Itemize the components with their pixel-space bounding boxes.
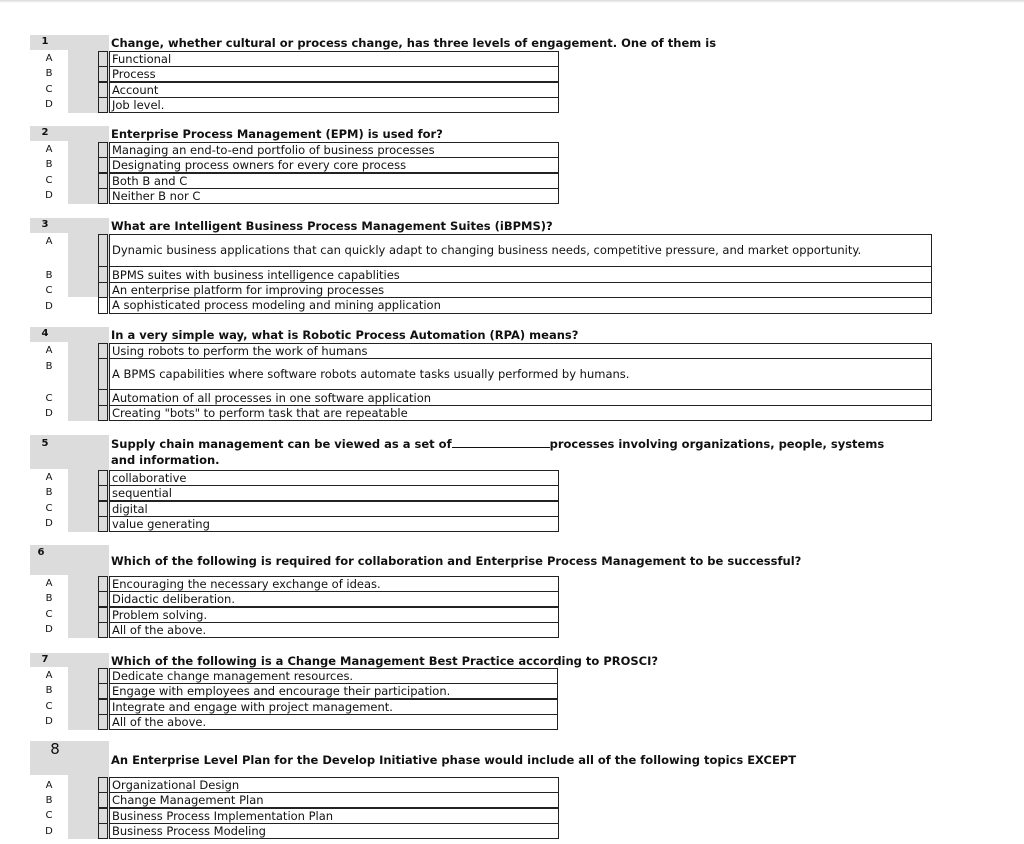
option-b: sequential	[109, 485, 559, 501]
option-letter: C	[45, 503, 53, 514]
answer-box[interactable]	[98, 234, 108, 267]
answer-box[interactable]	[98, 777, 108, 793]
top-edge-shadow	[0, 0, 1024, 3]
answer-box[interactable]	[98, 188, 108, 204]
answer-box[interactable]	[98, 405, 108, 421]
option-letter: B	[45, 795, 53, 806]
answer-box[interactable]	[98, 157, 108, 173]
answer-box[interactable]	[98, 622, 108, 638]
question-text: Which of the following is a Change Management Best Practice according to PROSCI?	[111, 654, 659, 668]
option-letter: B	[45, 487, 53, 498]
option-b: A BPMS capabilities where software robots automate tasks usually performed by humans.	[109, 358, 932, 390]
option-d: Neither B nor C	[109, 188, 559, 204]
option-b: Didactic deliberation.	[109, 591, 559, 607]
answer-box[interactable]	[98, 808, 108, 824]
option-letter: B	[45, 361, 53, 372]
question-number: 4	[41, 328, 49, 339]
answer-box[interactable]	[98, 389, 108, 406]
option-letter: A	[45, 53, 53, 64]
question-number: 1	[41, 36, 49, 47]
answer-box[interactable]	[98, 668, 108, 684]
option-c: An enterprise platform for improving processes	[109, 282, 932, 298]
answer-box[interactable]	[98, 97, 108, 113]
question-text-continued: and information.	[111, 453, 220, 467]
option-c: digital	[109, 501, 559, 517]
answer-box[interactable]	[98, 699, 108, 715]
question-text-end: processes involving organizations, people, systems	[549, 437, 885, 451]
option-letter: D	[45, 408, 53, 419]
option-letter: D	[45, 826, 53, 837]
option-letter: A	[45, 144, 53, 155]
answer-box[interactable]	[98, 82, 108, 98]
option-letter: A	[45, 345, 53, 356]
answer-box[interactable]	[98, 591, 108, 607]
question-text	[111, 437, 884, 451]
option-d: Business Process Modeling	[109, 823, 559, 839]
option-letter: C	[45, 84, 53, 95]
answer-box[interactable]	[98, 823, 108, 839]
answer-box[interactable]	[98, 282, 108, 298]
option-letter: C	[45, 285, 53, 296]
option-a: Dynamic business applications that can quickly adapt to changing business needs, competitive pressure, and market opportunity.	[109, 234, 932, 267]
answer-box[interactable]	[98, 142, 108, 158]
answer-box[interactable]	[98, 683, 108, 699]
question-text: Enterprise Process Management (EPM) is used for?	[111, 127, 443, 141]
option-a: Managing an end-to-end portfolio of business processes	[109, 142, 559, 158]
answer-box[interactable]	[98, 470, 108, 486]
question-number: 8	[50, 740, 60, 758]
option-letter: D	[45, 716, 53, 727]
option-letter: A	[45, 236, 53, 247]
option-b: Engage with employees and encourage their participation.	[109, 683, 558, 699]
answer-box[interactable]	[98, 266, 108, 283]
option-letter: B	[45, 270, 53, 281]
option-letter: C	[45, 175, 53, 186]
option-d: All of the above.	[109, 714, 558, 730]
option-c: Business Process Implementation Plan	[109, 808, 559, 824]
question-text: What are Intelligent Business Process Management Suites (iBPMS)?	[111, 219, 553, 233]
option-a: Functional	[109, 51, 559, 67]
answer-box[interactable]	[98, 297, 108, 314]
option-letter: C	[45, 609, 53, 620]
option-d: All of the above.	[109, 622, 559, 638]
option-letter: D	[45, 301, 53, 312]
option-letter: D	[45, 99, 53, 110]
option-b: Change Management Plan	[109, 792, 559, 808]
option-letter: B	[45, 159, 53, 170]
answer-box[interactable]	[98, 343, 108, 359]
option-letter: D	[45, 624, 53, 635]
option-c: Problem solving.	[109, 607, 559, 623]
option-a: Organizational Design	[109, 777, 559, 793]
option-letter: B	[45, 68, 53, 79]
answer-box[interactable]	[98, 51, 108, 67]
question-number: 6	[37, 547, 45, 558]
question-number: 7	[41, 654, 49, 665]
option-letter: A	[45, 780, 53, 791]
option-c: Both B and C	[109, 173, 559, 189]
option-b: Designating process owners for every core process	[109, 157, 559, 173]
answer-box[interactable]	[98, 485, 108, 501]
question-text: Change, whether cultural or process change, has three levels of engagement. One of them is	[111, 36, 717, 50]
answer-box[interactable]	[98, 501, 108, 517]
option-letter: A	[45, 578, 53, 589]
option-b: BPMS suites with business intelligence capablities	[109, 266, 932, 283]
option-d: value generating	[109, 516, 559, 532]
option-c: Automation of all processes in one software application	[109, 389, 932, 406]
fill-in-blank	[452, 437, 550, 448]
option-letter: A	[45, 472, 53, 483]
answer-box[interactable]	[98, 607, 108, 623]
option-letter: B	[45, 685, 53, 696]
option-letter: C	[45, 810, 53, 821]
option-letter: D	[45, 518, 53, 529]
question-number: 3	[41, 219, 49, 230]
answer-box[interactable]	[98, 714, 108, 730]
option-a: Using robots to perform the work of humans	[109, 343, 932, 359]
question-number: 2	[41, 127, 49, 138]
option-c: Integrate and engage with project management.	[109, 699, 558, 715]
option-c: Account	[109, 82, 559, 98]
answer-box[interactable]	[98, 173, 108, 189]
option-letter: A	[45, 670, 53, 681]
option-letter: C	[45, 701, 53, 712]
question-text: In a very simple way, what is Robotic Process Automation (RPA) means?	[111, 328, 579, 342]
question-text: Which of the following is required for collaboration and Enterprise Process Management to be successful?	[111, 554, 802, 568]
option-d: Job level.	[109, 97, 559, 113]
answer-box[interactable]	[98, 792, 108, 808]
option-letter: C	[45, 393, 53, 404]
option-b: Process	[109, 66, 559, 82]
option-d: A sophisticated process modeling and mining application	[109, 297, 932, 314]
answer-box[interactable]	[98, 516, 108, 532]
option-a: Encouraging the necessary exchange of ideas.	[109, 576, 559, 592]
question-text: An Enterprise Level Plan for the Develop Initiative phase would include all of the following topics EXCEPT	[111, 753, 797, 767]
option-letter: D	[45, 190, 53, 201]
option-a: Dedicate change management resources.	[109, 668, 558, 684]
option-d: Creating "bots" to perform task that are repeatable	[109, 405, 932, 421]
answer-box[interactable]	[98, 66, 108, 82]
option-letter: B	[45, 593, 53, 604]
answer-box[interactable]	[98, 358, 108, 390]
question-text-start: Supply chain management can be viewed as a set of	[111, 437, 452, 451]
option-a: collaborative	[109, 470, 559, 486]
question-number: 5	[41, 438, 49, 449]
answer-box[interactable]	[98, 576, 108, 592]
